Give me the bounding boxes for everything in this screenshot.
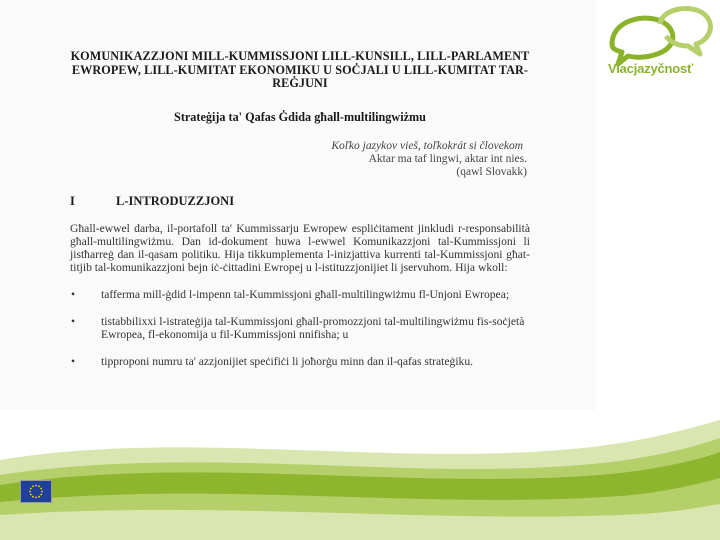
- quote-translation-line: Aktar ma taf lingwi, aktar int nies.: [368, 152, 527, 165]
- intro-paragraph: Għall-ewwel darba, il-portafoll ta' Kummissarju Ewropew espliċitament jinkludi r-responsabilità għall-multilingwiżmu. Dan id-dokument huwa l-ewwel Komunikazzjoni tal-Kummissjoni li jistħarreġ dan il-qasam politiku. Hija tikkumplementa l-inizjattiva kurrenti tal-Kummissjoni għat-titjib tal-komunikazzjoni bejn iċ-ċittadini Ewropej u l-istituzzjonijiet li jservuhom. Hija wkoll:: [70, 221, 530, 275]
- bullet-icon: •: [71, 288, 76, 302]
- document-title: [70, 50, 530, 91]
- bullet-list: [70, 288, 530, 368]
- footer-wave-decoration: [0, 420, 720, 540]
- document-subtitle: Strateġija ta' Qafas Ġdida għall-multilingwiżmu: [174, 109, 426, 124]
- list-item-text: tipproponi numru ta' azzjonijiet speċifiċi li joħorġu minn dan il-qafas strateġiku.: [101, 355, 474, 369]
- eu-flag-icon: [20, 480, 52, 503]
- quote-source-line: (qawl Slovakk): [456, 165, 527, 178]
- list-item: [70, 288, 530, 301]
- title-line: EWROPEW, LILL-KUMITAT EKONOMIKU U SOĊJALI U LILL-KUMITAT TAR-: [71, 62, 529, 77]
- list-item-text: tafferma mill-ġdid l-impenn tal-Kummissjoni għall-multilingwiżmu fl-Unjoni Ewropea;: [101, 288, 510, 302]
- list-item: [70, 355, 530, 368]
- quote-slovak-line: Koľko jazykov vieš, toľkokrát si človekom: [331, 139, 523, 152]
- section-number: I: [70, 193, 75, 208]
- list-item: [70, 315, 530, 341]
- document-body: [70, 50, 530, 368]
- epigraph-quote: [70, 140, 530, 179]
- bullet-icon: •: [71, 315, 76, 329]
- section-heading: [70, 194, 530, 209]
- list-item-text: tistabbilixxi l-istrateġija tal-Kummissjoni għall-promozzjoni tal-multilingwiżmu fis-soċjetà Ewropea, fl-ekonomija u fil-Kummissjoni nnifisha; u: [101, 315, 525, 342]
- title-line: KOMUNIKAZZJONI MILL-KUMMISSJONI LILL-KUNSILL, LILL-PARLAMENT: [70, 49, 530, 63]
- logo-wordmark: Viacjazyčnosť: [608, 61, 694, 76]
- speech-bubbles-logo-icon: [600, 2, 716, 92]
- title-line: REĠJUNI: [272, 76, 328, 90]
- section-title: L-INTRODUZZJONI: [116, 193, 235, 208]
- bullet-icon: •: [71, 355, 76, 369]
